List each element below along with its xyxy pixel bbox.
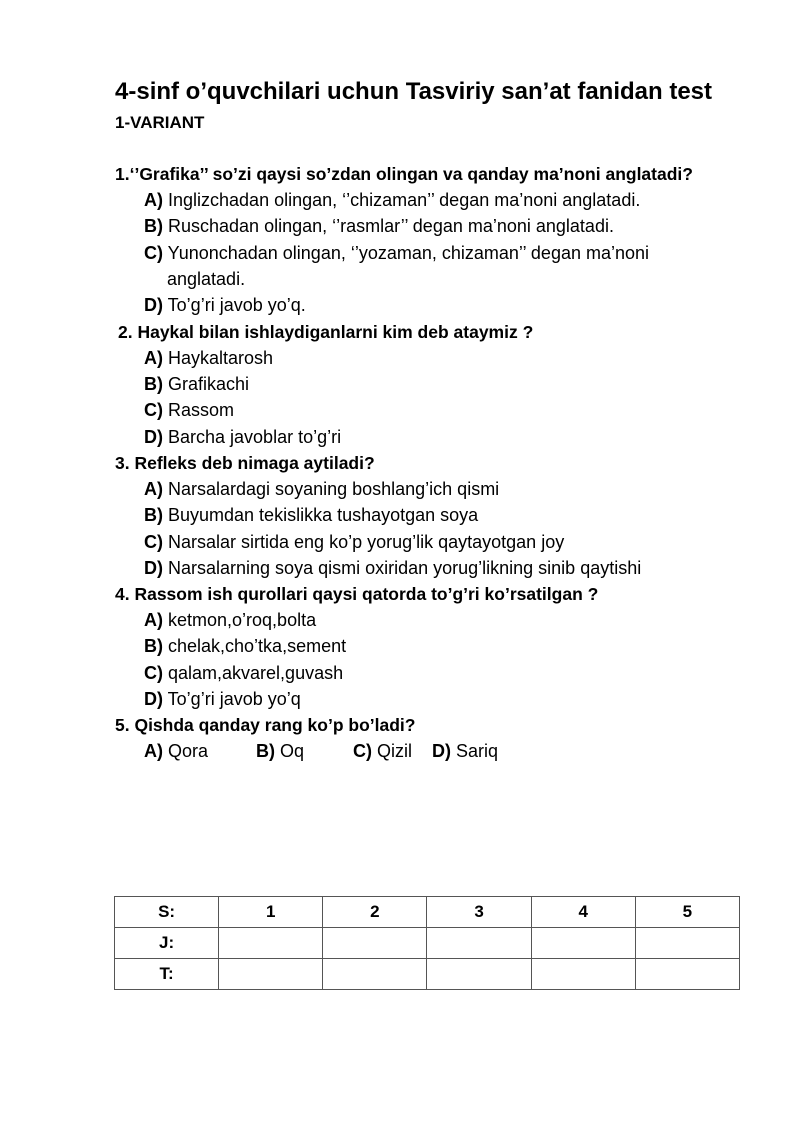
option-text: To’g’ri javob yo’q. xyxy=(163,295,306,315)
table-cell: 5 xyxy=(635,897,739,928)
question-4-option-b[interactable] xyxy=(144,636,346,657)
option-text: chelak,cho’tka,sement xyxy=(163,636,347,656)
table-row xyxy=(115,959,740,990)
question-4-option-c[interactable] xyxy=(144,663,343,684)
question-4-option-a[interactable] xyxy=(144,610,316,631)
option-letter: B) xyxy=(144,636,163,656)
option-text: Buyumdan tekislikka tushayotgan soya xyxy=(163,505,479,525)
option-text: Grafikachi xyxy=(163,374,250,394)
question-2-option-c[interactable] xyxy=(144,400,234,421)
question-1-option-a[interactable] xyxy=(144,190,640,211)
table-cell: 3 xyxy=(427,897,531,928)
option-text: Qizil xyxy=(372,741,412,761)
question-1-option-d[interactable] xyxy=(144,295,306,316)
option-text: Qora xyxy=(163,741,209,761)
option-letter: D) xyxy=(144,295,163,315)
option-text: Ruschadan olingan, ‘’rasmlar’’ degan ma’noni anglatadi. xyxy=(163,216,614,236)
option-text: Narsalarning soya qismi oxiridan yorug’likning sinib qaytishi xyxy=(163,558,642,578)
option-letter: A) xyxy=(144,741,163,761)
option-letter: B) xyxy=(144,216,163,236)
table-cell: 2 xyxy=(323,897,427,928)
option-letter: C) xyxy=(144,400,163,420)
question-4: 4. Rassom ish qurollari qaysi qatorda to’g’ri ko’rsatilgan ? xyxy=(115,584,599,604)
question-2-option-a[interactable] xyxy=(144,348,273,369)
question-3-option-b[interactable] xyxy=(144,505,478,526)
option-text: Rassom xyxy=(163,400,235,420)
answer-cell[interactable] xyxy=(635,959,739,990)
question-5-option-a[interactable] xyxy=(144,741,208,762)
option-letter: D) xyxy=(144,427,163,447)
option-text: Inglizchadan olingan, ‘’chizaman’’ degan ma’noni anglatadi. xyxy=(163,190,641,210)
table-cell: S: xyxy=(115,897,219,928)
table-row xyxy=(115,928,740,959)
answer-table xyxy=(114,896,740,990)
page-title: 4-sinf o’quvchilari uchun Tasviriy san’at fanidan test xyxy=(115,78,713,105)
table-cell: 4 xyxy=(531,897,635,928)
question-5: 5. Qishda qanday rang ko’p bo’ladi? xyxy=(115,715,416,735)
table-cell: T: xyxy=(115,959,219,990)
option-letter: A) xyxy=(144,190,163,210)
answer-cell[interactable] xyxy=(323,959,427,990)
answer-cell[interactable] xyxy=(635,928,739,959)
option-letter: D) xyxy=(144,558,163,578)
option-letter: A) xyxy=(144,348,163,368)
answer-cell[interactable] xyxy=(531,959,635,990)
question-1-option-b[interactable] xyxy=(144,216,614,237)
option-text: Haykaltarosh xyxy=(163,348,274,368)
question-2: 2. Haykal bilan ishlaydiganlarni kim deb ataymiz ? xyxy=(118,322,534,342)
question-3-option-a[interactable] xyxy=(144,479,499,500)
table-cell: J: xyxy=(115,928,219,959)
option-text: ketmon,o’roq,bolta xyxy=(163,610,317,630)
answer-cell[interactable] xyxy=(427,959,531,990)
question-4-option-d[interactable] xyxy=(144,689,301,710)
answer-cell[interactable] xyxy=(219,959,323,990)
option-letter: B) xyxy=(144,374,163,394)
option-letter: C) xyxy=(144,663,163,683)
question-1-option-c-continuation: anglatadi. xyxy=(167,269,246,289)
option-letter: D) xyxy=(432,741,451,761)
option-letter: A) xyxy=(144,610,163,630)
question-3-option-d[interactable] xyxy=(144,558,641,579)
table-cell: 1 xyxy=(219,897,323,928)
answer-cell[interactable] xyxy=(323,928,427,959)
table-row xyxy=(115,897,740,928)
option-text: Barcha javoblar to’g’ri xyxy=(163,427,342,447)
question-1-option-c[interactable] xyxy=(144,243,649,264)
question-1: 1.‘’Grafika’’ so’zi qaysi so’zdan olingan va qanday ma’noni anglatadi? xyxy=(115,164,693,184)
question-5-option-b[interactable] xyxy=(256,741,304,762)
answer-cell[interactable] xyxy=(427,928,531,959)
option-text: Narsalardagi soyaning boshlang’ich qismi xyxy=(163,479,500,499)
option-letter: D) xyxy=(144,689,163,709)
question-3: 3. Refleks deb nimaga aytiladi? xyxy=(115,453,375,473)
option-letter: C) xyxy=(353,741,372,761)
option-text: Sariq xyxy=(451,741,499,761)
answer-cell[interactable] xyxy=(219,928,323,959)
option-letter: A) xyxy=(144,479,163,499)
option-letter: B) xyxy=(256,741,275,761)
option-text: Oq xyxy=(275,741,305,761)
option-text: To’g’ri javob yo’q xyxy=(163,689,301,709)
option-letter: C) xyxy=(144,532,163,552)
option-text: Yunonchadan olingan, ‘’yozaman, chizaman’’ degan ma’noni xyxy=(163,243,650,263)
option-text: qalam,akvarel,guvash xyxy=(163,663,344,683)
question-3-option-c[interactable] xyxy=(144,532,564,553)
answer-cell[interactable] xyxy=(531,928,635,959)
question-5-option-c[interactable] xyxy=(353,741,412,762)
option-letter: C) xyxy=(144,243,163,263)
question-5-option-d[interactable] xyxy=(432,741,498,762)
question-2-option-b[interactable] xyxy=(144,374,249,395)
option-letter: B) xyxy=(144,505,163,525)
option-text: Narsalar sirtida eng ko’p yorug’lik qaytayotgan joy xyxy=(163,532,565,552)
question-2-option-d[interactable] xyxy=(144,427,341,448)
variant-label: 1-VARIANT xyxy=(115,113,205,132)
